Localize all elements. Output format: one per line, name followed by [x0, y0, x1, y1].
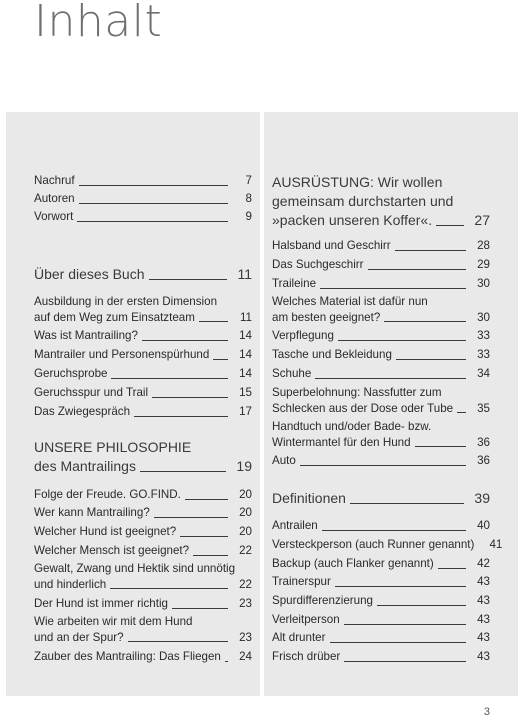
toc-page-number: 22 [239, 577, 252, 591]
toc-page-number: 29 [477, 258, 490, 271]
toc-entry[interactable] [272, 366, 490, 382]
toc-entry-title: Der Hund ist immer richtig [34, 597, 169, 610]
toc-entry-title-line: Gewalt, Zwang und Hektik sind unnötig [34, 562, 236, 575]
leader-line [436, 225, 464, 226]
leader-line [300, 465, 466, 466]
toc-page-number: 9 [245, 210, 252, 223]
page-title: Inhalt [34, 0, 163, 47]
toc-entry[interactable] [34, 487, 252, 503]
toc-entry[interactable] [34, 347, 252, 363]
toc-entry[interactable] [272, 453, 490, 469]
toc-page-number: 15 [239, 386, 252, 399]
leader-line [79, 203, 228, 204]
leader-line [457, 412, 466, 413]
leader-line [350, 503, 464, 504]
toc-page-number: 33 [477, 348, 490, 361]
toc-entry-title: Definitionen [272, 490, 346, 506]
toc-entry[interactable] [272, 649, 490, 665]
toc-page-number: 20 [239, 525, 252, 538]
leader-line [77, 221, 228, 222]
leader-line [180, 536, 228, 537]
leader-line [225, 661, 228, 662]
toc-page-number: 43 [477, 650, 490, 663]
toc-page-number: 36 [477, 435, 490, 449]
leader-line [110, 588, 228, 589]
toc-entry[interactable] [34, 438, 252, 476]
toc-entry[interactable] [272, 419, 490, 450]
toc-entry-title: am besten geeignet? [272, 310, 381, 324]
toc-page-number: 11 [239, 310, 252, 324]
toc-entry-title-line: Handtuch und/oder Bade- bzw. [272, 420, 432, 433]
toc-entry-title: Verpflegung [272, 329, 334, 342]
toc-entry-title: Das Zwiegespräch [34, 405, 131, 418]
toc-entry-title: und an der Spur? [34, 630, 124, 644]
toc-page-number: 28 [477, 239, 490, 252]
leader-line [377, 605, 466, 606]
toc-page-number: 14 [239, 367, 252, 380]
toc-entry[interactable] [34, 404, 252, 420]
leader-line [134, 416, 228, 417]
toc-entry-title: Vorwort [34, 210, 74, 223]
toc-entry-title: Schlecken aus der Dose oder Tube [272, 401, 454, 415]
toc-entry[interactable] [34, 328, 252, 344]
toc-page-number: 36 [477, 454, 490, 467]
toc-page-number: 40 [477, 519, 490, 532]
toc-entry-title: Das Suchgeschirr [272, 258, 364, 271]
toc-entry[interactable] [34, 385, 252, 401]
toc-page-number: 42 [477, 557, 490, 570]
leader-line [315, 378, 466, 379]
toc-page-number: 23 [239, 597, 252, 610]
toc-entry[interactable] [272, 556, 490, 572]
toc-page-number: 34 [477, 367, 490, 380]
toc-entry[interactable] [34, 649, 252, 665]
toc-entry-title: auf dem Weg zum Einsatzteam [34, 310, 195, 324]
leader-line [172, 608, 228, 609]
page-number: 3 [483, 706, 490, 718]
toc-entry[interactable] [272, 518, 490, 534]
toc-entry-title: Welcher Mensch ist geeignet? [34, 544, 190, 557]
toc-entry-title: Folge der Freude. GO.FIND. [34, 488, 181, 501]
toc-page-number: 30 [477, 310, 490, 324]
toc-page-number: 17 [239, 405, 252, 418]
toc-entry[interactable] [34, 173, 252, 189]
toc-entry[interactable] [272, 347, 490, 363]
toc-page-number: 23 [239, 630, 252, 644]
toc-entry[interactable] [272, 173, 490, 230]
toc-page-number: 43 [477, 575, 490, 588]
toc-entry-title: Antrailen [272, 519, 318, 532]
toc-entry-title: Wintermantel für den Hund [272, 435, 411, 449]
toc-page-number: 43 [477, 631, 490, 644]
toc-entry-title-line: AUSRÜSTUNG: Wir wollen [272, 174, 443, 190]
toc-entry[interactable] [34, 596, 252, 612]
toc-entry[interactable] [272, 489, 490, 508]
leader-line [330, 642, 467, 643]
leader-line [320, 288, 466, 289]
leader-line [149, 279, 228, 280]
toc-entry[interactable] [34, 543, 252, 559]
toc-entry-title: Geruchsprobe [34, 367, 108, 380]
leader-line [193, 555, 228, 556]
toc-entry[interactable] [34, 191, 252, 207]
leader-line [140, 471, 226, 472]
leader-line [142, 340, 228, 341]
toc-page-number: 22 [239, 544, 252, 557]
leader-line [344, 624, 466, 625]
leader-line [152, 397, 228, 398]
toc-entry[interactable] [272, 257, 490, 273]
toc-entry-title-line: Superbelohnung: Nassfutter zum [272, 386, 442, 399]
toc-page-number: 8 [245, 192, 252, 205]
toc-page-number: 30 [477, 277, 490, 290]
toc-entry[interactable] [272, 276, 490, 292]
leader-line [154, 517, 228, 518]
toc-entry-title: Auto [272, 454, 296, 467]
toc-entry-title: Mantrailer und Personenspürhund [34, 348, 210, 361]
toc-entry-title: Backup (auch Flanker genannt) [272, 557, 434, 570]
toc-entry[interactable] [272, 574, 490, 590]
toc-entry-title-line: Ausbildung in der ersten Dimension [34, 295, 218, 308]
toc-entry-title: Halsband und Geschirr [272, 239, 391, 252]
toc-entry-title: Spurdifferenzierung [272, 594, 373, 607]
toc-entry[interactable] [34, 561, 252, 592]
toc-entry[interactable] [34, 505, 252, 521]
toc-entry-title: Wer kann Mantrailing? [34, 506, 150, 519]
toc-page-number: 20 [239, 488, 252, 501]
toc-entry-title-line: Welches Material ist dafür nun [272, 295, 428, 308]
toc-entry-title: Traileine [272, 277, 317, 290]
toc-entry[interactable] [272, 328, 490, 344]
toc-page-number: 33 [477, 329, 490, 342]
toc-entry-title: Tasche und Bekleidung [272, 348, 392, 361]
toc-entry[interactable] [34, 294, 252, 325]
toc-entry[interactable] [34, 209, 252, 225]
leader-line [368, 269, 467, 270]
toc-entry-title: Nachruf [34, 174, 75, 187]
toc-entry[interactable] [34, 366, 252, 382]
toc-page-number: 7 [245, 174, 252, 187]
toc-entry-title-line: gemeinsam durchstarten und [272, 193, 454, 209]
toc-entry-title: des Mantrailings [34, 458, 136, 474]
toc-entry[interactable] [272, 238, 490, 254]
leader-line [128, 641, 228, 642]
toc-entry-title: »packen unseren Koffer«. [272, 212, 433, 228]
leader-line [79, 185, 228, 186]
leader-line [338, 340, 466, 341]
toc-entry-title-line: UNSERE PHILOSOPHIE [34, 439, 192, 455]
toc-entry-title-line: Wie arbeiten wir mit dem Hund [34, 615, 193, 628]
toc-entry[interactable] [272, 630, 490, 646]
toc-entry-title: und hinderlich [34, 577, 107, 591]
leader-line [111, 378, 228, 379]
toc-entry-title: Versteckperson (auch Runner genannt) [272, 538, 475, 551]
leader-line [438, 568, 466, 569]
leader-line [322, 530, 466, 531]
toc-entry[interactable] [272, 593, 490, 609]
toc-page-number: 20 [239, 506, 252, 519]
toc-entry[interactable] [34, 614, 252, 645]
toc-entry-title: Alt drunter [272, 631, 326, 644]
leader-line [384, 321, 466, 322]
toc-entry-title: Trainerspur [272, 575, 331, 588]
toc-entry[interactable] [34, 265, 252, 284]
toc-entry-title: Was ist Mantrailing? [34, 329, 138, 342]
toc-entry-title: Frisch drüber [272, 650, 341, 663]
toc-page-number: 39 [474, 490, 490, 506]
toc-page-number: 24 [239, 650, 252, 663]
toc-page-number: 41 [489, 538, 503, 551]
leader-line [395, 250, 466, 251]
leader-line [213, 359, 228, 360]
leader-line [396, 359, 466, 360]
toc-entry-title: Zauber des Mantrailing: Das Fliegen [34, 650, 221, 663]
toc-entry-title: Autoren [34, 192, 75, 205]
toc-entry-title: Verleitperson [272, 613, 340, 626]
toc-entry[interactable] [272, 537, 503, 553]
toc-entry-title: Über dieses Buch [34, 266, 145, 282]
toc-page-number: 35 [477, 401, 490, 415]
toc-page-number: 43 [477, 594, 490, 607]
leader-line [185, 499, 228, 500]
toc-page-number: 14 [239, 348, 252, 361]
toc-page-number: 27 [474, 212, 490, 228]
leader-line [335, 586, 466, 587]
toc-page-number: 19 [236, 458, 252, 474]
toc-page-number: 11 [237, 266, 252, 282]
toc-page-number: 43 [477, 613, 490, 626]
toc-entry[interactable] [272, 294, 490, 325]
leader-line [415, 446, 466, 447]
toc-entry[interactable] [272, 612, 490, 628]
toc-entry-title: Geruchsspur und Trail [34, 386, 149, 399]
leader-line [199, 321, 228, 322]
toc-entry-title: Schuhe [272, 367, 312, 380]
toc-entry[interactable] [272, 385, 490, 416]
toc-entry[interactable] [34, 524, 252, 540]
leader-line [344, 661, 466, 662]
toc-page-number: 14 [239, 329, 252, 342]
toc-entry-title: Welcher Hund ist geeignet? [34, 525, 177, 538]
